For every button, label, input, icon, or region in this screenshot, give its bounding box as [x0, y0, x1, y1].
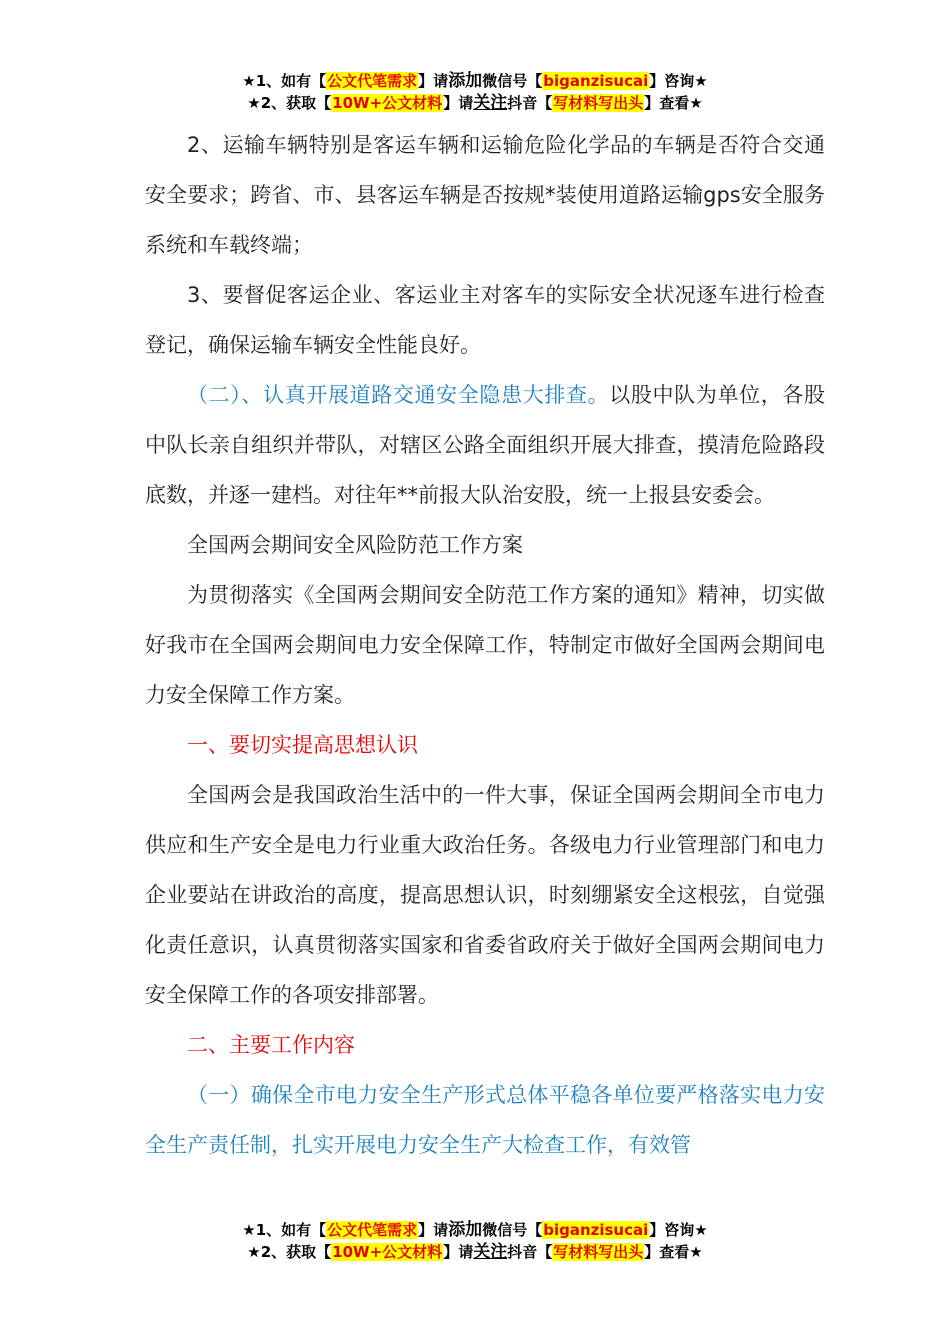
section-heading-main-work: 二、主要工作内容	[187, 1033, 355, 1057]
paragraph-hazard-investigation-body: 以股中队为单位，各股中队长亲自组织并带队，对辖区公路全面组织开展大排查，摸清危险路段底数，并逐一建档。对往年**前报大队治安股，统一上报县安委会。	[145, 383, 826, 507]
banner-line-1-prefix: ★1、如有【	[242, 72, 327, 90]
bottom-banner-line-2-mid: 】请	[443, 1243, 474, 1261]
banner-line-2-mid: 】请	[443, 94, 474, 112]
bottom-banner-line-2-highlight-douyin: 写材料写出头	[553, 1243, 644, 1261]
bottom-banner-line-2-prefix: ★2、获取【	[247, 1243, 332, 1261]
section-heading-awareness: 一、要切实提高思想认识	[187, 733, 418, 757]
banner-line-2-prefix: ★2、获取【	[247, 94, 332, 112]
bottom-banner-line-1-emphasis: 添加	[448, 1220, 483, 1240]
paragraph-safety-production: （一）确保全市电力安全生产形式总体平稳各单位要严格落实电力安全生产责任制，扎实开展电力安全生产大检查工作，有效管	[145, 1083, 825, 1157]
banner-line-2-suffix: 】查看★	[644, 94, 703, 112]
bottom-banner-line-1-mid: 】请	[418, 1221, 449, 1239]
banner-line-2-highlight-materials: 10W+公文材料	[332, 94, 443, 112]
paragraph-awareness: 全国两会是我国政治生活中的一件大事，保证全国两会期间全市电力供应和生产安全是电力行业重大政治任务。各级电力行业管理部门和电力企业要站在讲政治的高度，提高思想认识，时刻绷紧安全这根弦，自觉强化责任意识，认真贯彻落实国家和省委省政府关于做好全国两会期间电力安全保障工作的各项安排部署。	[145, 783, 825, 1007]
bottom-banner-line-1	[0, 1219, 950, 1241]
banner-line-1-emphasis: 添加	[448, 71, 483, 91]
paragraph-vehicle-inspection: 3、要督促客运企业、客运业主对客车的实际安全状况逐车进行检查登记，确保运输车辆安全性能良好。	[145, 283, 825, 357]
paragraph-vehicle-requirements: 2、运输车辆特别是客运车辆和运输危险化学品的车辆是否符合交通安全要求；跨省、市、县客运车辆是否按规*装使用道路运输gps安全服务系统和车载终端；	[145, 133, 825, 257]
bottom-banner-line-2-suffix: 】查看★	[644, 1243, 703, 1261]
top-banner	[0, 70, 950, 114]
section-heading-hazard-investigation: （二）、认真开展道路交通安全隐患大排查。	[187, 383, 610, 407]
bottom-banner-line-2	[0, 1241, 950, 1263]
banner-line-2-emphasis: 关注	[473, 93, 508, 113]
bottom-banner-line-1-prefix: ★1、如有【	[242, 1221, 327, 1239]
banner-line-1	[0, 70, 950, 92]
banner-line-1-mid2: 微信号【	[482, 72, 543, 90]
plan-title: 全国两会期间安全风险防范工作方案	[187, 533, 523, 557]
bottom-banner-line-2-emphasis: 关注	[473, 1242, 508, 1262]
document-body	[145, 120, 825, 1170]
paragraph-hazard-investigation	[145, 370, 825, 520]
banner-line-1-mid: 】请	[418, 72, 449, 90]
bottom-banner-line-1-suffix: 】咨询★	[649, 1221, 708, 1239]
bottom-banner-line-1-highlight-service: 公文代笔需求	[327, 1221, 418, 1239]
banner-line-1-highlight-service: 公文代笔需求	[327, 72, 418, 90]
bottom-banner-line-1-mid2: 微信号【	[482, 1221, 543, 1239]
paragraph-plan-intro: 为贯彻落实《全国两会期间安全防范工作方案的通知》精神，切实做好我市在全国两会期间电力安全保障工作，特制定市做好全国两会期间电力安全保障工作方案。	[145, 583, 825, 707]
bottom-banner-line-1-highlight-wechat: biganzisucai	[543, 1221, 649, 1239]
bottom-banner	[0, 1219, 950, 1263]
banner-line-1-suffix: 】咨询★	[649, 72, 708, 90]
bottom-banner-line-2-highlight-materials: 10W+公文材料	[332, 1243, 443, 1261]
banner-line-1-highlight-wechat: biganzisucai	[543, 72, 649, 90]
bottom-banner-line-2-mid2: 抖音【	[507, 1243, 553, 1261]
banner-line-2	[0, 92, 950, 114]
banner-line-2-mid2: 抖音【	[507, 94, 553, 112]
banner-line-2-highlight-douyin: 写材料写出头	[553, 94, 644, 112]
